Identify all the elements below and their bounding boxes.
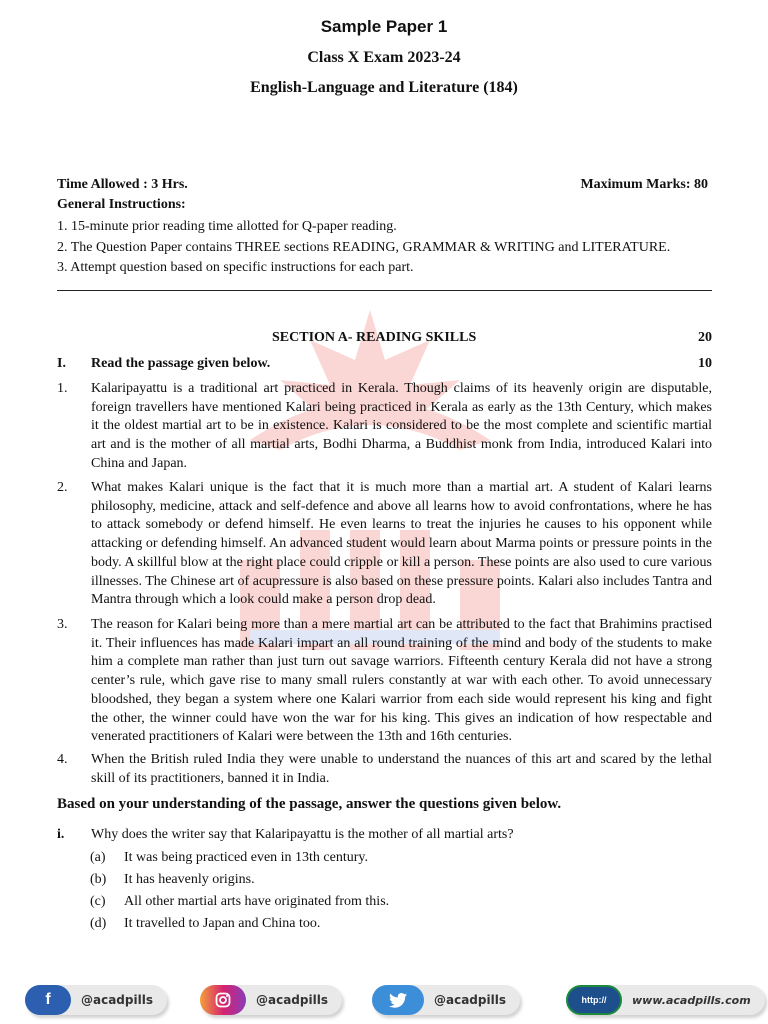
instagram-handle: @acadpills (256, 993, 328, 1007)
option-label: (a) (90, 850, 106, 865)
instruction-item: 3. Attempt question based on specific instructions for each part. (57, 260, 414, 275)
paragraph-number: 1. (57, 381, 68, 396)
website-url: www.acadpills.com (632, 993, 751, 1007)
instructions-list (57, 217, 717, 279)
section-title: SECTION A- READING SKILLS (272, 330, 477, 345)
question-number: I. (57, 356, 66, 371)
passage-paragraph (57, 380, 712, 474)
paper-title: Sample Paper 1 (320, 17, 448, 36)
facebook-icon: f (25, 985, 71, 1015)
option-d (90, 916, 320, 932)
facebook-handle: @acadpills (81, 993, 153, 1007)
exam-class: Class X Exam 2023-24 (307, 49, 461, 66)
question-i-text: Why does the writer say that Kalaripayattu is the mother of all martial arts? (91, 827, 514, 842)
twitter-link[interactable] (372, 985, 520, 1015)
maximum-marks: Maximum Marks: 80 (580, 177, 708, 192)
meta-row (57, 177, 708, 193)
paragraph-text: When the British ruled India they were unable to understand the nuances of this art and scared by the lethal skill of its practitioners, banned it in India. (91, 752, 712, 786)
paragraph-text: What makes Kalari unique is the fact that it is much more than a martial art. A student of Kalari learns philosophy, medicine, attack and self-defence and above all learns how to avoid confrontations, where he has to attack somebody or defend himself. He even learns to treat the injuries he causes to his opponent while attacking or defending himself. An advanced student would learn about Marma points or pressure points in the body. A skillful blow at the right place could cripple or kill a person. These points are also used to cure various illnesses. The Chinese art of acupressure is also based on these pressure points. Kalari also includes Tantra and Mantra through which a look could make a person drop dead. (91, 480, 712, 608)
option-text: All other martial arts have originated from this. (124, 894, 390, 909)
option-c (90, 894, 389, 910)
section-marks: 20 (698, 330, 712, 345)
instagram-link[interactable] (200, 985, 342, 1015)
passage-paragraph (57, 751, 712, 788)
question-text: Read the passage given below. (91, 356, 271, 371)
general-instructions-label: General Instructions: (57, 197, 186, 212)
option-label: (c) (90, 894, 106, 909)
social-footer (0, 985, 768, 1019)
option-text: It has heavenly origins. (124, 872, 255, 887)
paragraph-number: 3. (57, 617, 68, 632)
option-label: (d) (90, 916, 107, 931)
twitter-icon (372, 985, 424, 1015)
paragraph-number: 2. (57, 480, 68, 495)
facebook-link[interactable] (25, 985, 167, 1015)
question-marks: 10 (698, 356, 712, 371)
passage-paragraph (57, 479, 712, 610)
instagram-icon (200, 985, 246, 1015)
website-link[interactable] (566, 985, 765, 1015)
paragraph-number: 4. (57, 752, 68, 767)
instruction-item: 2. The Question Paper contains THREE sections READING, GRAMMAR & WRITING and LITERATURE. (57, 239, 671, 255)
question-i-number: i. (57, 827, 65, 842)
paragraph-text: The reason for Kalari being more than a mere martial art can be attributed to the fact that Brahimins practised it. Their influences has made Kalari impart an all round training of the mind and body of the students to make him a complete man rather than just turn out savage warriors. Fifteenth century Kerala did not have a strong center’s rule, which gave rise to many small rulers constantly at war with each other. To avoid unnecessary bloodshed, they began a system where one Kalari warrior from each side would represent his king and fight the other, the winner could have won the war for his king. This gives an indication of how respectable and venerated practitioners of Kalari were between the 13th and 16th centuries. (91, 617, 712, 745)
time-allowed: Time Allowed : 3 Hrs. (57, 177, 188, 192)
option-text: It was being practiced even in 13th century. (124, 850, 369, 865)
passage-paragraph (57, 616, 712, 747)
option-label: (b) (90, 872, 107, 887)
twitter-handle: @acadpills (434, 993, 506, 1007)
option-text: It travelled to Japan and China too. (124, 916, 321, 931)
paragraph-text: Kalaripayattu is a traditional art practiced in Kerala. Though claims of its heavenly origin are disputable, foreign travellers have mentioned Kalari being practiced in Kerala as early as the 13th Century, which makes it the oldest martial art to be in existence. Kalari is considered to be the most complete and scientific martial art and is the mother of all martial arts, Bodhi Dharma, a Buddhist monk from India, introduced Kalari into China and Japan. (91, 381, 712, 471)
questions-instruction: Based on your understanding of the passage, answer the questions given below. (57, 796, 562, 812)
instruction-item: 1. 15-minute prior reading time allotted for Q-paper reading. (57, 219, 397, 234)
web-link-icon: http:// (566, 985, 622, 1015)
subject-title: English-Language and Literature (184) (250, 79, 518, 96)
option-b (90, 872, 255, 888)
option-a (90, 850, 368, 866)
divider (57, 290, 712, 291)
